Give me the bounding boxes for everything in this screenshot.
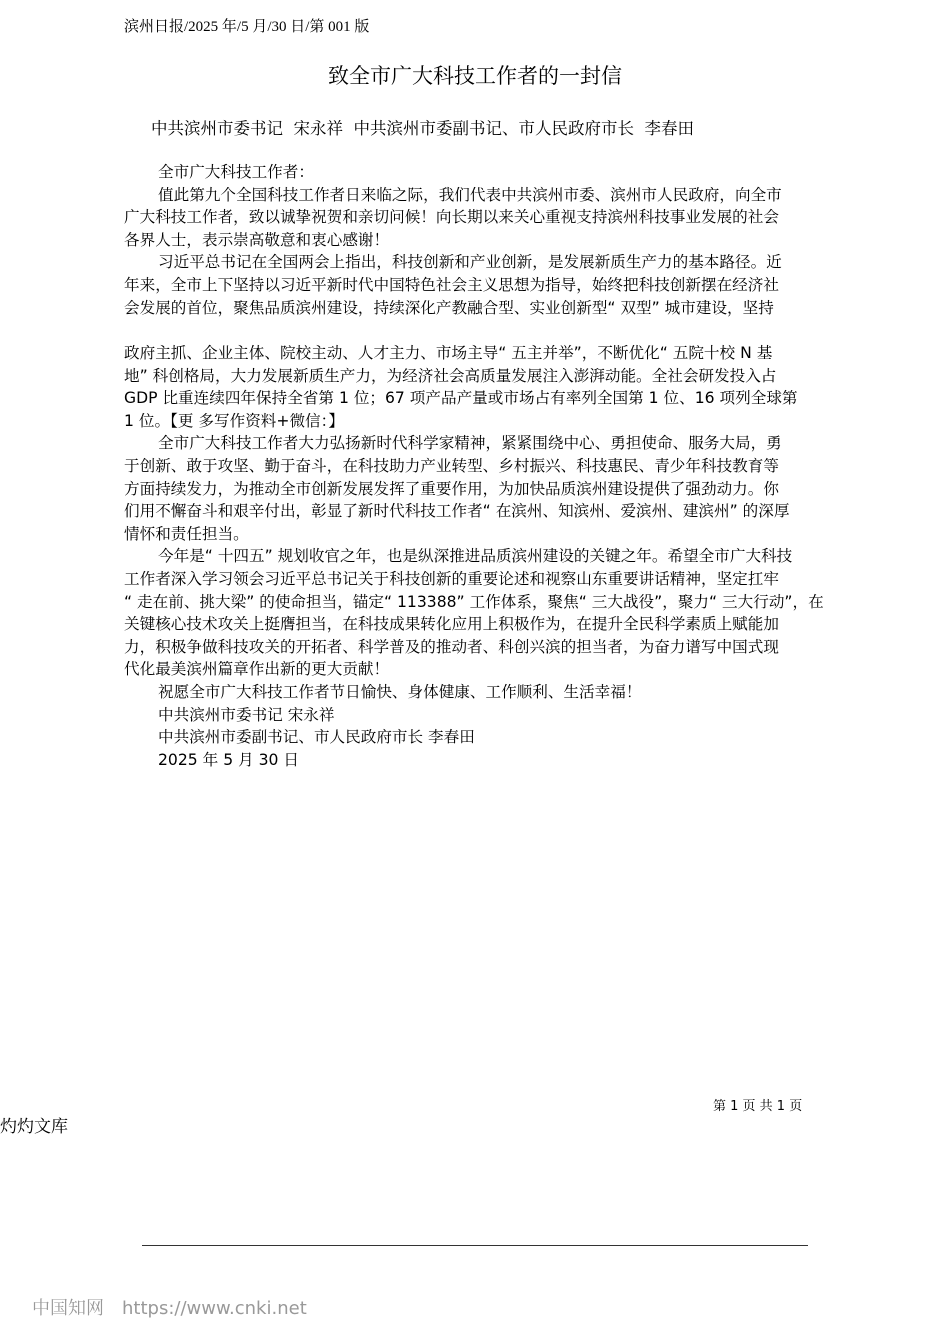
body-line: 值此第九个全国科技工作者日来临之际，我们代表中共滨州市委、滨州市人民政府，向全市: [158, 185, 782, 204]
body-line: 广大科技工作者，致以诚挚祝贺和亲切问候！向长期以来关心重视支持滨州科技事业发展的社会: [124, 208, 779, 227]
letter-authors: 中共滨州市委书记 宋永祥 中共滨州市委副书记、市人民政府市长 李春田: [151, 119, 694, 138]
body-line: “ 走在前、挑大梁” 的使命担当，锚定“ 113388” 工作体系，聚焦“ 三大战役”，聚力“ 三大行动”，在: [124, 592, 824, 611]
watermark-text: 灼灼文库: [0, 1117, 68, 1137]
cnki-logo-text: 中国知网: [32, 1298, 104, 1319]
letter-date: 2025 年 5 月 30 日: [158, 750, 300, 769]
salutation: 全市广大科技工作者：: [158, 163, 314, 181]
letter-title: 致全市广大科技工作者的一封信: [328, 64, 622, 88]
body-line: 们用不懈奋斗和艰辛付出，彰显了新时代科技工作者“ 在滨州、知滨州、爱滨州、建滨州” 的深厚: [124, 502, 790, 521]
body-line: 会发展的首位，聚焦品质滨州建设，持续深化产教融合型、实业创新型“ 双型” 城市建设，坚持: [124, 298, 774, 317]
cnki-footer: [32, 1294, 307, 1320]
body-line: 习近平总书记在全国两会上指出，科技创新和产业创新，是发展新质生产力的基本路径。近: [158, 253, 782, 272]
body-line: 1 位。【更 多写作资料+微信：】: [124, 411, 345, 430]
body-line: 力，积极争做科技攻关的开拓者、科学普及的推动者、科创兴滨的担当者，为奋力谱写中国式现: [124, 637, 779, 656]
body-line: 政府主抓、企业主体、院校主动、人才主力、市场主导“ 五主并举”，不断优化“ 五院十校 N 基: [124, 344, 773, 362]
closing-wish: 祝愿全市广大科技工作者节日愉快、身体健康、工作顺利、生活幸福！: [158, 682, 642, 701]
letter-body-part-2: [124, 342, 829, 771]
newspaper-header: 滨州日报/2025 年/5 月/30 日/第 001 版: [124, 19, 370, 35]
body-line: 地” 科创格局，大力发展新质生产力，为经济社会高质量发展注入澎湃动能。全社会研发投入占: [124, 366, 777, 385]
footer-divider: [142, 1245, 808, 1246]
body-line: 全市广大科技工作者大力弘扬新时代科学家精神，紧紧围绕中心、勇担使命、服务大局，勇: [158, 434, 782, 453]
body-line: 工作者深入学习领会习近平总书记关于科技创新的重要论述和视察山东重要讲话精神，坚定扛牢: [124, 569, 779, 588]
body-line: 情怀和责任担当。: [124, 524, 249, 543]
body-line: 关键核心技术攻关上挺膺担当，在科技成果转化应用上积极作为，在提升全民科学素质上赋能加: [124, 615, 779, 634]
body-line: 年来，全市上下坚持以习近平新时代中国特色社会主义思想为指导，始终把科技创新摆在经济社: [124, 275, 779, 294]
body-line: GDP 比重连续四年保持全省第 1 位；67 项产品产量或市场占有率列全国第 1 位、16 项列全球第: [124, 389, 798, 408]
page-number: 第 1 页 共 1 页: [713, 1099, 803, 1114]
signature-1: 中共滨州市委书记 宋永祥: [158, 705, 335, 724]
body-line: 各界人士，表示崇高敬意和衷心感谢！: [124, 230, 390, 249]
signature-2: 中共滨州市委副书记、市人民政府市长 李春田: [158, 728, 475, 747]
body-line: 代化最美滨州篇章作出新的更大贡献！: [124, 660, 390, 679]
cnki-url[interactable]: https://www.cnki.net: [122, 1298, 307, 1319]
body-line: 方面持续发力，为推动全市创新发展发挥了重要作用，为加快品质滨州建设提供了强劲动力。你: [124, 479, 779, 498]
letter-body-part-1: [124, 161, 829, 319]
body-line: 今年是“ 十四五” 规划收官之年，也是纵深推进品质滨州建设的关键之年。希望全市广大科技: [158, 547, 793, 566]
body-line: 于创新、敢于攻坚、勤于奋斗，在科技助力产业转型、乡村振兴、科技惠民、青少年科技教育等: [124, 456, 779, 475]
